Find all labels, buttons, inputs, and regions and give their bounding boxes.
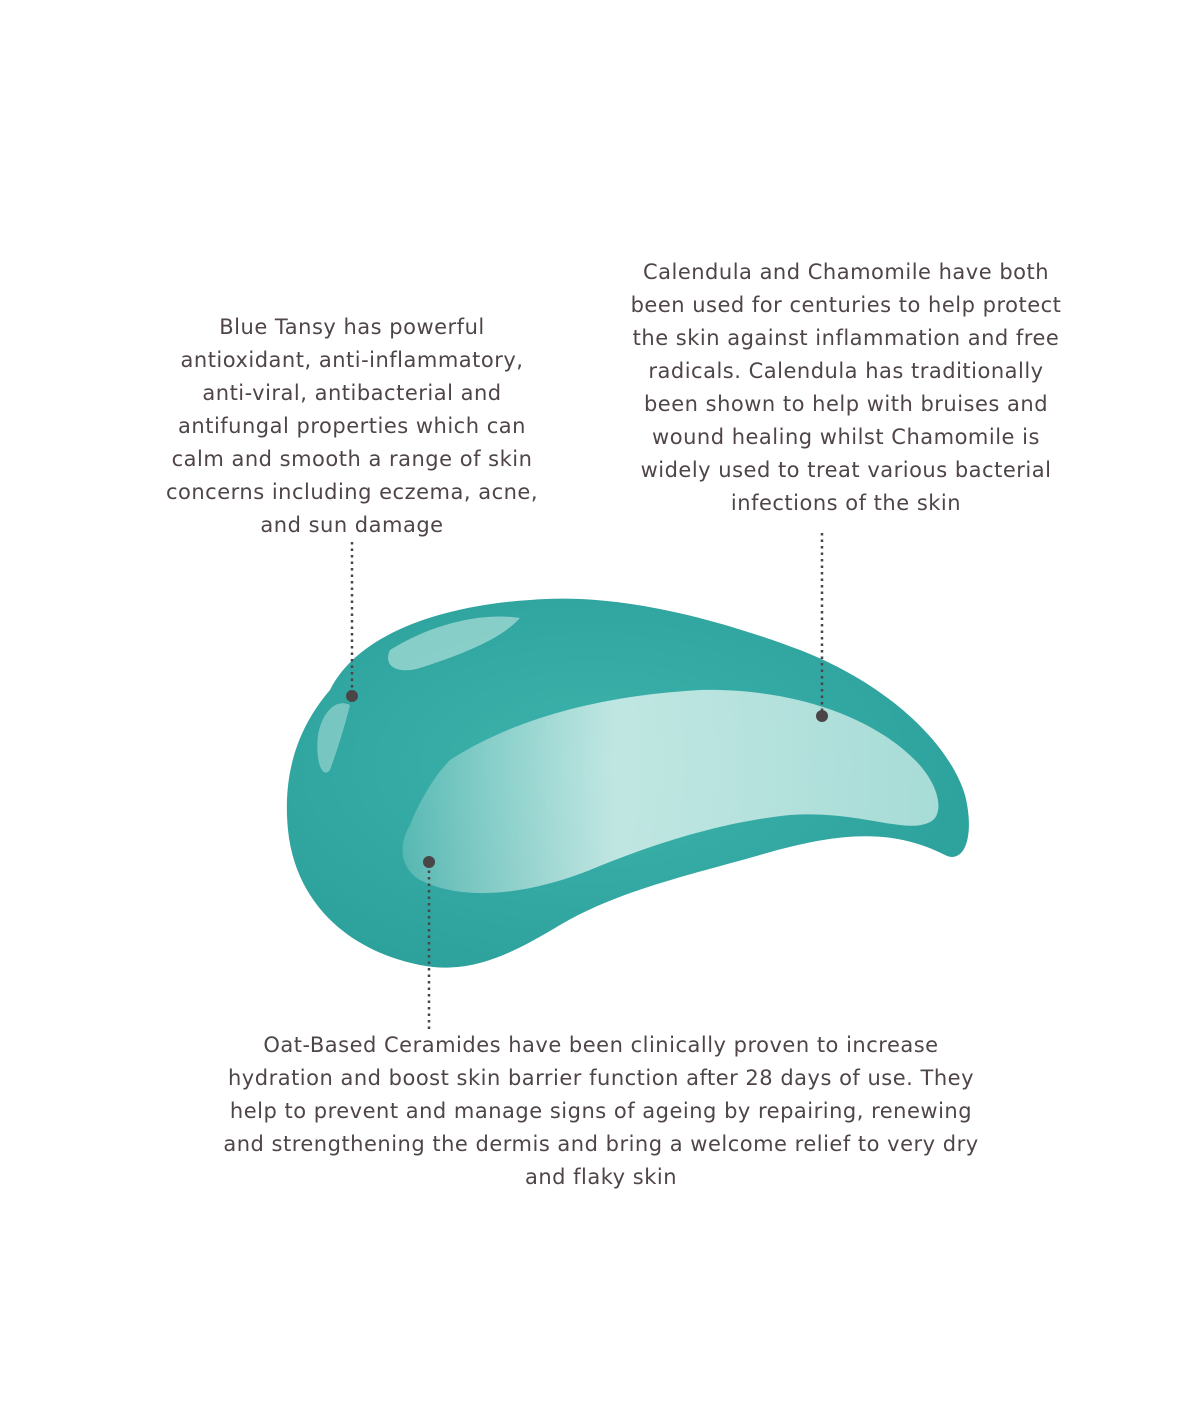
- gel-swatch: [287, 599, 969, 968]
- marker-dot-blue-tansy: [346, 690, 358, 702]
- callout-blue-tansy: Blue Tansy has powerful antioxidant, anti-inflammatory, anti-viral, antibacterial and antifungal properties which can calm and smooth a range of skin concerns including eczema, acne, and sun damage: [165, 315, 539, 537]
- callout-calendula-chamomile: Calendula and Chamomile have both been used for centuries to help protect the skin against inflammation and free radicals. Calendula has traditionally been shown to help with bruises and wound healing whilst Chamomile is widely used to treat various bacterial infections of the skin: [630, 260, 1062, 515]
- marker-dot-calendula: [816, 710, 828, 722]
- marker-dot-ceramides: [423, 856, 435, 868]
- callout-oat-ceramides: Oat-Based Ceramides have been clinically proven to increase hydration and boost skin barrier function after 28 days of use. They help to prevent and manage signs of ageing by repairing, renewing and strengthening the dermis and bring a welcome relief to very dry and flaky skin: [223, 1033, 979, 1189]
